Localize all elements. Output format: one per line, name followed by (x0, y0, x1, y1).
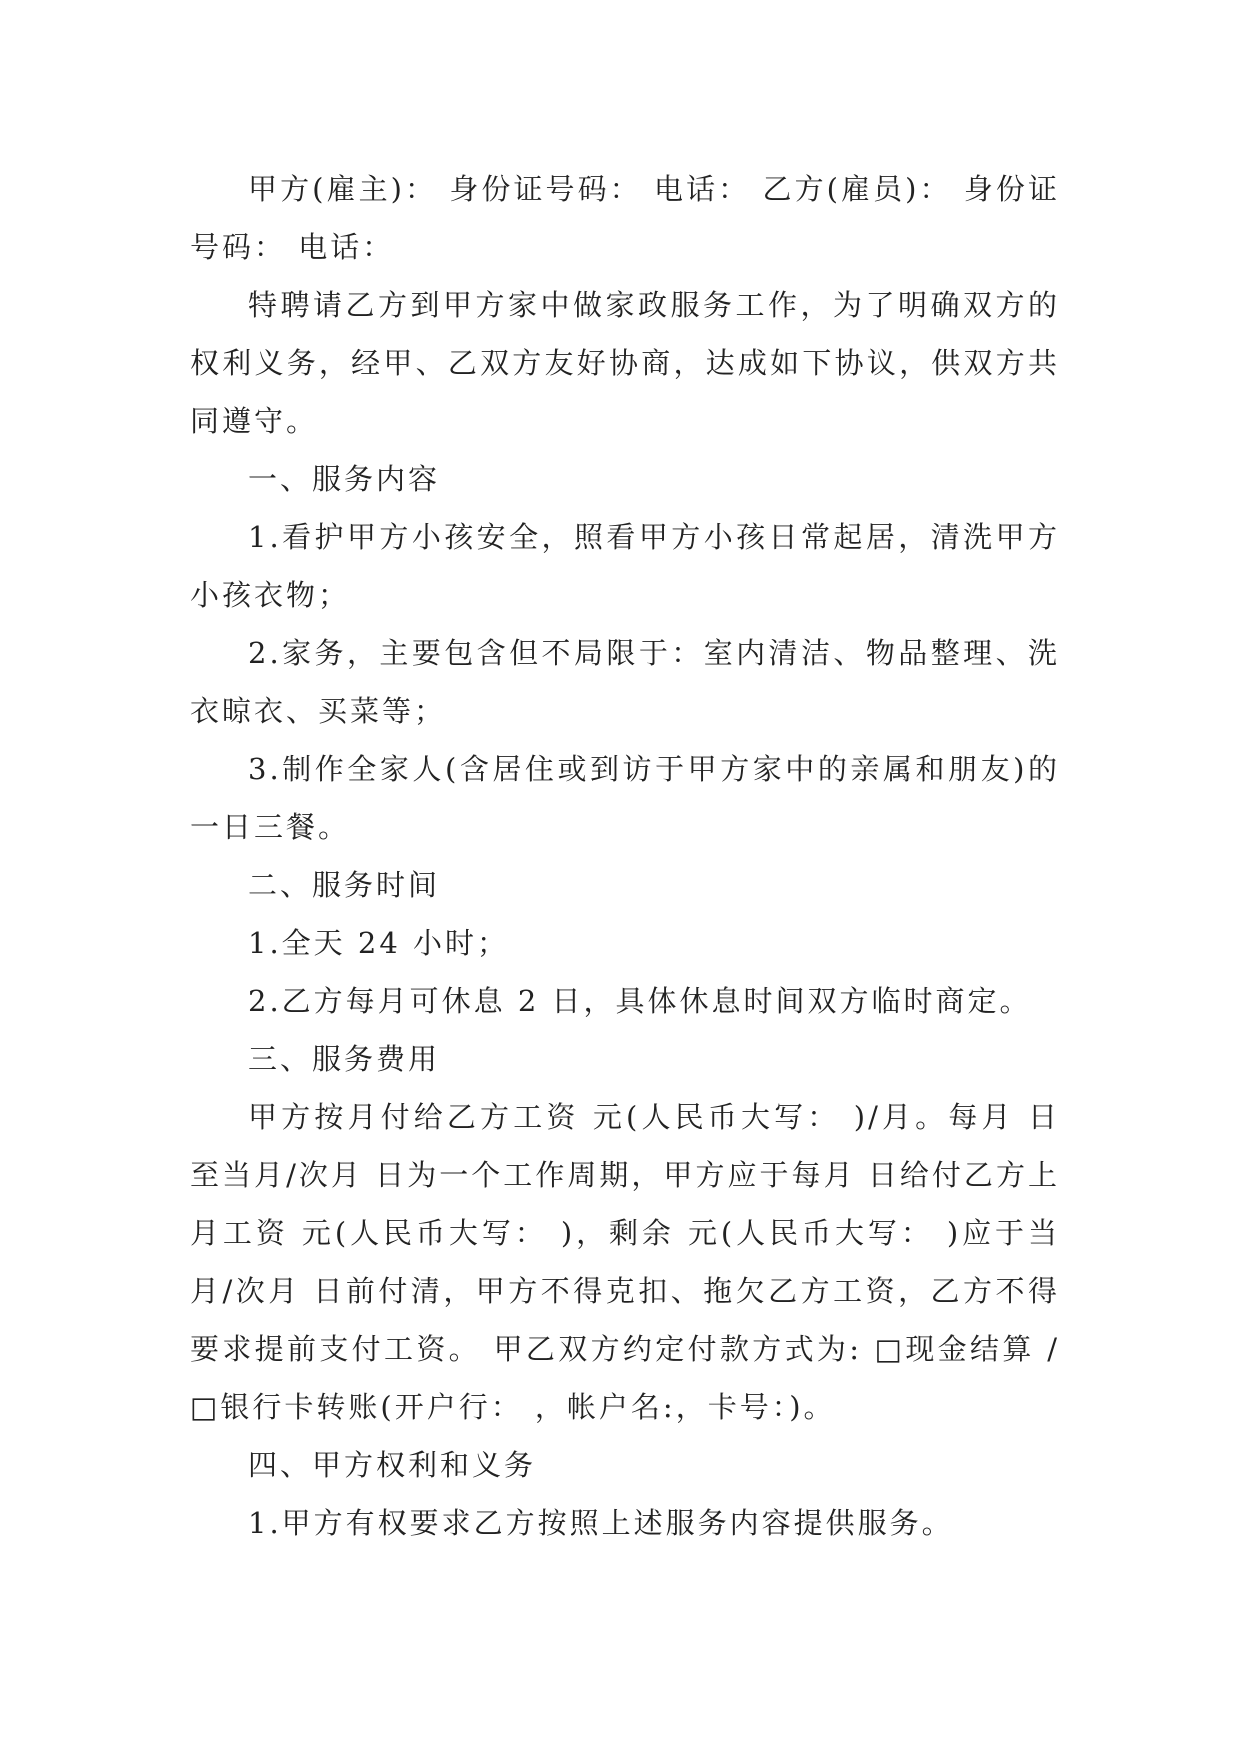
time-item-1: 1.全天 24 小时； (248, 926, 510, 960)
service-item-3: 3.制作全家人(含居住或到访于甲方家中的亲属和朋友)的一日三餐。 (190, 752, 1060, 844)
section-heading-party-a-rights: 四、甲方权利和义务 (248, 1448, 537, 1482)
section-heading-service-content: 一、服务内容 (248, 462, 441, 496)
document-body (190, 160, 1060, 1552)
service-item-2: 2.家务，主要包含但不局限于：室内清洁、物品整理、洗衣晾衣、买菜等； (190, 636, 1060, 728)
service-item-1: 1.看护甲方小孩安全，照看甲方小孩日常起居，清洗甲方小孩衣物； (190, 520, 1060, 612)
section-heading-service-fee: 三、服务费用 (248, 1042, 441, 1076)
parties-paragraph: 甲方(雇主)： 身份证号码： 电话： 乙方(雇员)： 身份证号码： 电话： (190, 172, 1060, 264)
intro-paragraph: 特聘请乙方到甲方家中做家政服务工作，为了明确双方的权利义务，经甲、乙双方友好协商，达成如下协议，供双方共同遵守。 (190, 288, 1060, 438)
section-heading-service-time: 二、服务时间 (248, 868, 441, 902)
fee-paragraph: 甲方按月付给乙方工资 元(人民币大写： )/月。每月 日至当月/次月 日为一个工作周期，甲方应于每月 日给付乙方上月工资 元(人民币大写： )，剩余 元(人民币大写： )应于当月/次月 日前付清，甲方不得克扣、拖欠乙方工资，乙方不得要求提前支付工资。 甲乙双方约定付款方式为: □现金结算 / □银行卡转账(开户行： ，帐户名:，卡号：)。 (190, 1100, 1060, 1424)
time-item-2: 2.乙方每月可休息 2 日，具体休息时间双方临时商定。 (248, 984, 1032, 1018)
rights-item-1: 1.甲方有权要求乙方按照上述服务内容提供服务。 (248, 1506, 954, 1540)
